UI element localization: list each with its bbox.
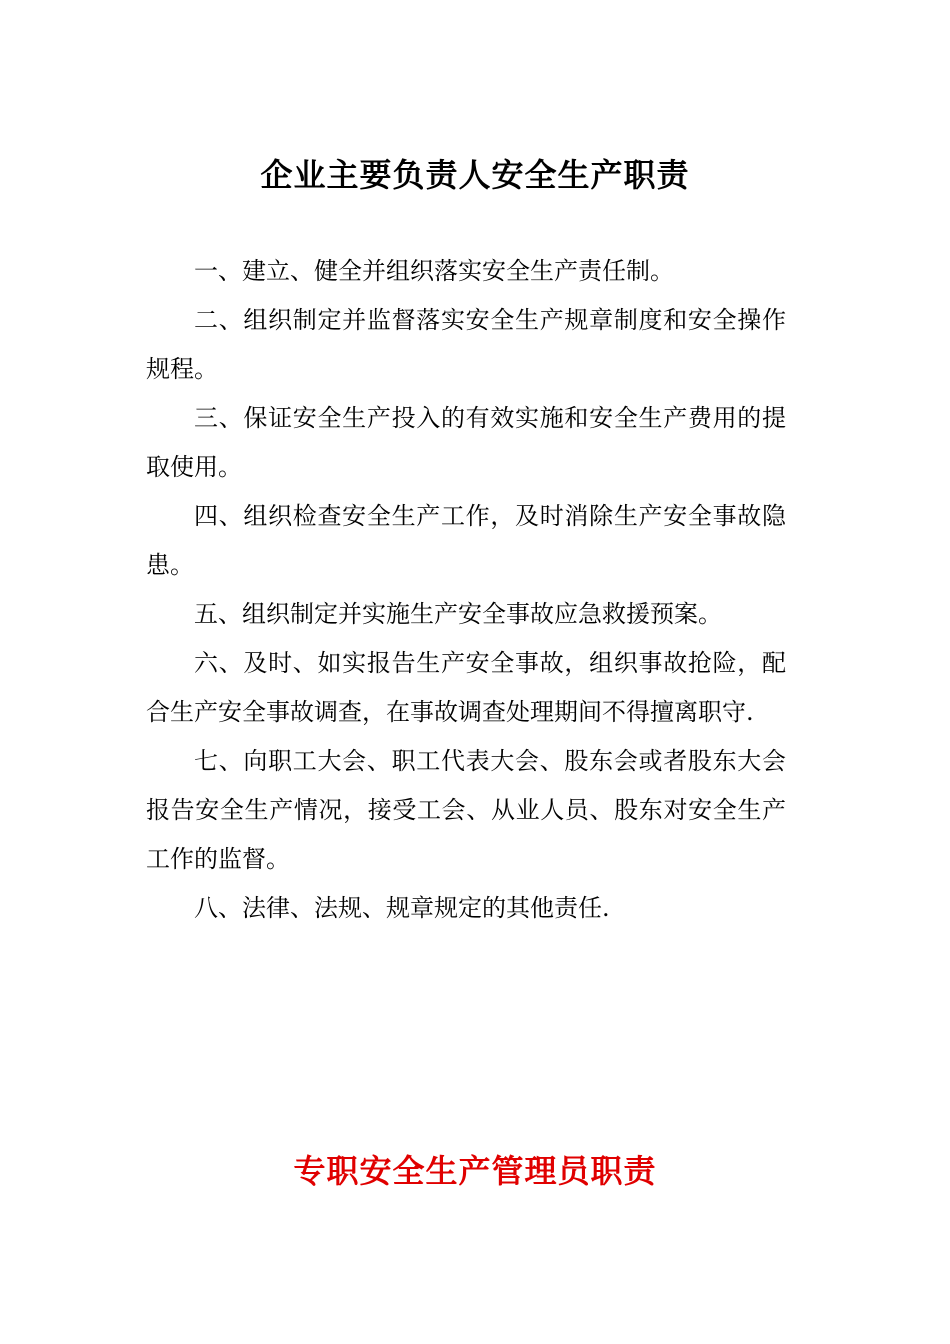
- document-body: [146, 247, 786, 933]
- duty-item-5: 五、组织制定并实施生产安全事故应急救援预案。: [194, 600, 722, 628]
- duty-item-1: 一、建立、健全并组织落实安全生产责任制。: [194, 257, 674, 285]
- duty-item-4: 四、组织检查安全生产工作，及时消除生产安全事故隐患。: [146, 502, 786, 579]
- duty-item-6: 六、及时、如实报告生产安全事故，组织事故抢险，配合生产安全事故调查，在事故调查处理期间不得擅离职守.: [146, 649, 786, 726]
- duty-item-3: 三、保证安全生产投入的有效实施和安全生产费用的提取使用。: [146, 404, 786, 481]
- next-section-title: 专职安全生产管理员职责: [293, 1152, 657, 1190]
- document-title: 企业主要负责人安全生产职责: [260, 156, 690, 194]
- duty-item-2: 二、组织制定并监督落实安全生产规章制度和安全操作规程。: [146, 306, 786, 383]
- duty-item-7: 七、向职工大会、职工代表大会、股东会或者股东大会报告安全生产情况，接受工会、从业人员、股东对安全生产工作的监督。: [146, 747, 786, 873]
- duty-item-8: 八、法律、法规、规章规定的其他责任.: [194, 894, 610, 922]
